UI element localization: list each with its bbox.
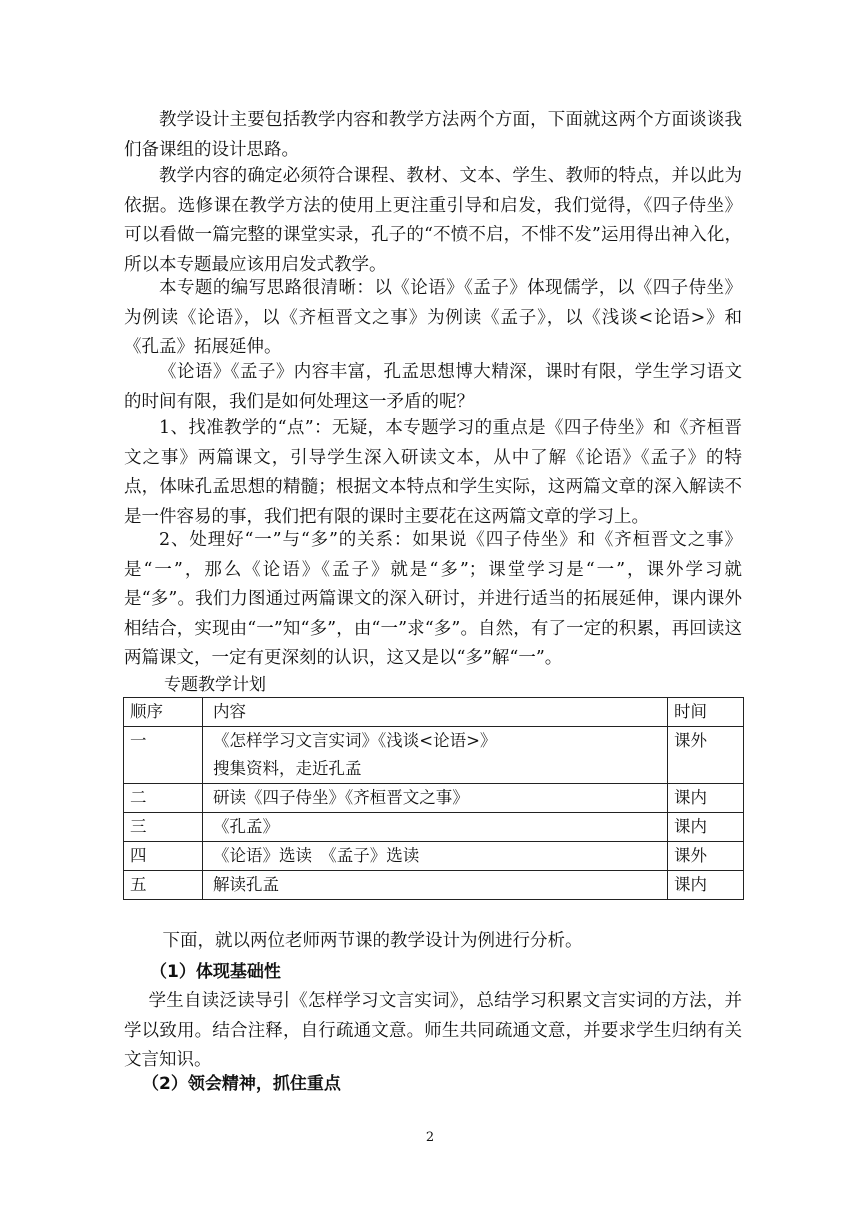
row-time: 课内 (668, 813, 744, 842)
row-content: 《孔孟》 (203, 813, 668, 842)
table-row (124, 727, 744, 784)
row-order: 二 (124, 784, 203, 813)
paragraph-analysis-intro: 下面，就以两位老师两节课的教学设计为例进行分析。 (162, 931, 583, 951)
paragraph-design-intro: 教学设计主要包括教学内容和教学方法两个方面，下面就这两个方面谈谈我们备课组的设计思路。 (124, 110, 742, 160)
table-row (124, 813, 744, 842)
row-time: 课内 (668, 784, 744, 813)
paragraph-point-two: 2、处理好“一”与“多”的关系：如果说《四子侍坐》和《齐桓晋文之事》是“一”，那么《论语》《孟子》就是“多”；课堂学习是“一”，课外学习就是“多”。我们力图通过两篇课文的深入研讨，并进行适当的拓展延伸，课内课外相结合，实现由“一”知“多”，由“一”求“多”。自然，有了一定的积累，再回读这两篇课文，一定有更深刻的认识，这又是以“多”解“一”。 (124, 530, 742, 668)
header-order: 顺序 (124, 698, 203, 727)
row-content: 解读孔孟 (203, 871, 668, 900)
page-number: 2 (425, 1130, 435, 1145)
row-time: 课外 (668, 727, 744, 784)
section-heading-basics: （1）体现基础性 (150, 962, 281, 982)
paragraph-basics: 学生自读泛读导引《怎样学习文言实词》，总结学习积累文言实词的方法，并学以致用。结合注释，自行疏通文意。师生共同疏通文意，并要求学生归纳有关文言知识。 (124, 991, 742, 1070)
paragraph-contradiction: 《论语》《孟子》内容丰富，孔孟思想博大精深，课时有限，学生学习语文的时间有限，我们是如何处理这一矛盾的呢？ (124, 362, 742, 412)
row-time: 课内 (668, 871, 744, 900)
row-order: 四 (124, 842, 203, 871)
paragraph-content-basis: 教学内容的确定必须符合课程、教材、文本、学生、教师的特点，并以此为依据。选修课在教学方法的使用上更注重引导和启发，我们觉得，《四子侍坐》可以看做一篇完整的课堂实录，孔子的“不愤不启，不悱不发”运用得出神入化，所以本专题最应该用启发式教学。 (124, 166, 742, 275)
row-content: 《论语》选读 《孟子》选读 (203, 842, 668, 871)
table-caption: 专题教学计划 (164, 675, 266, 695)
table-header-row (124, 698, 744, 727)
row-content-line: 搜集资料，走近孔孟 (213, 759, 362, 778)
paragraph-point-one: 1、找准教学的“点”：无疑，本专题学习的重点是《四子侍坐》和《齐桓晋文之事》两篇课文，引导学生深入研读文本，从中了解《论语》《孟子》的特点，体味孔孟思想的精髓；根据文本特点和学生实际，这两篇文章的深入解读不是一件容易的事，我们把有限的课时主要花在这两篇文章的学习上。 (124, 418, 742, 527)
header-time: 时间 (668, 698, 744, 727)
section-heading-key-points: （2）领会精神，抓住重点 (142, 1074, 341, 1094)
row-order: 三 (124, 813, 203, 842)
table-row (124, 842, 744, 871)
paragraph-topic-structure: 本专题的编写思路很清晰：以《论语》《孟子》体现儒学，以《四子侍坐》为例读《论语》，以《齐桓晋文之事》为例读《孟子》，以《浅谈<论语>》和《孔孟》拓展延伸。 (124, 278, 742, 357)
row-order: 五 (124, 871, 203, 900)
row-content-line: 《怎样学习文言实词》《浅谈<论语>》 (213, 731, 497, 750)
header-content: 内容 (203, 698, 668, 727)
row-content: 研读《四子侍坐》《齐桓晋文之事》 (203, 784, 668, 813)
teaching-plan-table (123, 697, 744, 900)
row-content (203, 727, 668, 784)
row-order: 一 (124, 727, 203, 784)
table-row (124, 871, 744, 900)
table-row (124, 784, 744, 813)
row-time: 课外 (668, 842, 744, 871)
